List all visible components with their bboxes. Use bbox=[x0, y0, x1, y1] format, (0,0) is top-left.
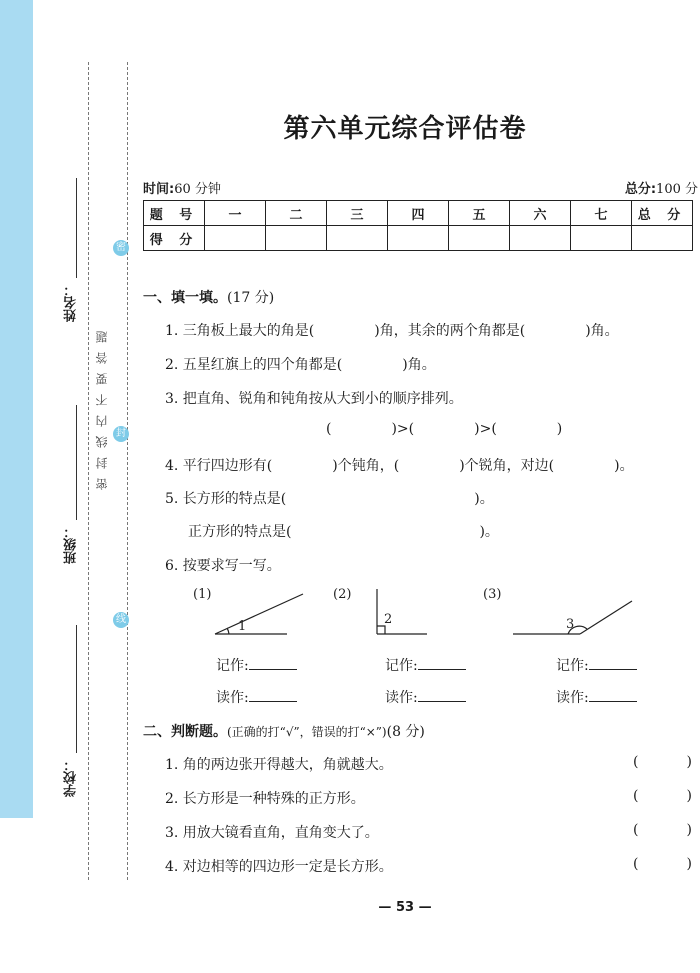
q5-part-a: 5. 长方形的特点是( bbox=[165, 491, 287, 507]
binding-dashed-line-outer bbox=[88, 62, 89, 880]
paren-close: ) bbox=[686, 788, 692, 804]
score-cell[interactable] bbox=[205, 226, 266, 251]
figure-1-read bbox=[216, 687, 297, 707]
angle-1-label: 1 bbox=[238, 619, 247, 634]
section2-title: 二、判断题。 bbox=[143, 724, 227, 740]
name-line bbox=[76, 178, 77, 278]
answer-line[interactable] bbox=[589, 689, 637, 702]
seal-feng: 封 bbox=[113, 426, 129, 442]
figure-3-write bbox=[556, 655, 637, 675]
read-label: 读作: bbox=[216, 690, 249, 706]
q2-part-a: 2. 五星红旗上的四个角都是( bbox=[165, 357, 343, 373]
answer-line[interactable] bbox=[589, 657, 637, 670]
score-row-label: 得 分 bbox=[144, 226, 205, 251]
score-cell[interactable] bbox=[510, 226, 571, 251]
name-label: 姓名： bbox=[64, 283, 79, 322]
section1-heading bbox=[143, 287, 274, 307]
score-table bbox=[143, 200, 693, 251]
score-header-cell: 四 bbox=[388, 201, 449, 226]
question-1-6: 6. 按要求写一写。 bbox=[165, 558, 281, 574]
angle-3-label: 3 bbox=[566, 617, 575, 632]
question-1-1 bbox=[165, 320, 619, 340]
write-label: 记作: bbox=[216, 658, 249, 674]
score-cell[interactable] bbox=[327, 226, 388, 251]
score-header-cell: 五 bbox=[449, 201, 510, 226]
binding-dashed-line-inner bbox=[127, 62, 128, 880]
total-info bbox=[560, 178, 698, 197]
angle-2-label: 2 bbox=[384, 612, 393, 627]
q4-part-c: )个锐角，对边( bbox=[459, 458, 555, 474]
angle-figures bbox=[185, 585, 685, 645]
total-label: 总分: bbox=[624, 182, 657, 197]
section2-heading bbox=[143, 721, 425, 741]
score-cell[interactable] bbox=[266, 226, 327, 251]
paren-close: ) bbox=[686, 754, 692, 770]
question-1-2 bbox=[165, 354, 436, 374]
figure-2-number: (2) bbox=[333, 587, 352, 602]
paren-open: ( bbox=[633, 788, 639, 804]
q4-part-b: )个钝角，( bbox=[332, 458, 400, 474]
seal-xian: 线 bbox=[113, 612, 129, 628]
angle-2-right-mark bbox=[377, 626, 385, 634]
score-header-cell: 二 bbox=[266, 201, 327, 226]
judge-answer-2[interactable] bbox=[633, 788, 692, 804]
q2-part-b: )角。 bbox=[402, 357, 436, 373]
answer-line[interactable] bbox=[249, 689, 297, 702]
school-label: 学校： bbox=[64, 758, 79, 797]
class-line bbox=[76, 405, 77, 520]
paren-open: ( bbox=[633, 822, 639, 838]
question-1-5-square bbox=[188, 521, 499, 541]
order-paren: ( bbox=[326, 421, 332, 437]
score-cell[interactable] bbox=[571, 226, 632, 251]
score-header-cell: 一 bbox=[205, 201, 266, 226]
q4-part-d: )。 bbox=[614, 458, 634, 474]
page-title: 第六单元综合评估卷 bbox=[283, 114, 527, 144]
angle-3-ray-b bbox=[580, 601, 632, 634]
q1-part-b: )角，其余的两个角都是( bbox=[374, 323, 526, 339]
time-label: 时间: bbox=[143, 182, 175, 197]
figure-1-write bbox=[216, 655, 297, 675]
q5-part-c: 正方形的特点是( bbox=[188, 524, 292, 540]
judge-item-3: 3. 用放大镜看直角，直角变大了。 bbox=[165, 825, 379, 841]
figure-3-number: (3) bbox=[483, 587, 502, 602]
question-1-4 bbox=[165, 455, 634, 475]
order-paren: )>( bbox=[474, 421, 497, 437]
total-value: 100 分 bbox=[656, 182, 698, 197]
section1-points: (17 分) bbox=[227, 290, 275, 306]
binding-notice: 密封线内不要答题 bbox=[95, 322, 109, 490]
q5-part-b: )。 bbox=[474, 491, 494, 507]
q4-part-a: 4. 平行四边形有( bbox=[165, 458, 273, 474]
score-header-cell: 题 号 bbox=[144, 201, 205, 226]
q1-part-a: 1. 三角板上最大的角是( bbox=[165, 323, 315, 339]
question-1-5-rect bbox=[165, 488, 494, 508]
section2-instruction: (正确的打“√”，错误的打“×”) bbox=[227, 725, 387, 739]
figure-3-read bbox=[556, 687, 637, 707]
answer-line[interactable] bbox=[249, 657, 297, 670]
seal-mi: 密 bbox=[113, 240, 129, 256]
score-header-cell: 总 分 bbox=[632, 201, 693, 226]
write-label: 记作: bbox=[556, 658, 589, 674]
judge-answer-4[interactable] bbox=[633, 856, 692, 872]
write-label: 记作: bbox=[385, 658, 418, 674]
score-table-score-row bbox=[144, 226, 693, 251]
question-1-3: 3. 把直角、锐角和钝角按从大到小的顺序排列。 bbox=[165, 391, 463, 407]
figure-2-read bbox=[385, 687, 466, 707]
q5-part-d: )。 bbox=[479, 524, 499, 540]
score-header-cell: 六 bbox=[510, 201, 571, 226]
figure-1-number: (1) bbox=[193, 587, 212, 602]
read-label: 读作: bbox=[385, 690, 418, 706]
angle-1-ray-b bbox=[215, 594, 303, 634]
section1-title: 一、填一填。 bbox=[143, 290, 227, 306]
judge-item-1: 1. 角的两边张开得越大，角就越大。 bbox=[165, 757, 393, 773]
judge-answer-3[interactable] bbox=[633, 822, 692, 838]
score-cell[interactable] bbox=[449, 226, 510, 251]
order-paren: )>( bbox=[391, 421, 415, 437]
paren-close: ) bbox=[686, 822, 692, 838]
angle-order-blanks bbox=[326, 421, 562, 437]
judge-item-2: 2. 长方形是一种特殊的正方形。 bbox=[165, 791, 365, 807]
page-number: — 53 — bbox=[378, 900, 432, 915]
score-header-cell: 三 bbox=[327, 201, 388, 226]
angle-1-arc bbox=[227, 628, 229, 634]
time-value: 60 分钟 bbox=[174, 182, 221, 197]
figure-2-write bbox=[385, 655, 466, 675]
answer-line[interactable] bbox=[418, 689, 466, 702]
score-header-cell: 七 bbox=[571, 201, 632, 226]
q1-part-c: )角。 bbox=[585, 323, 619, 339]
score-cell[interactable] bbox=[388, 226, 449, 251]
order-paren: ) bbox=[556, 421, 563, 437]
score-cell[interactable] bbox=[632, 226, 693, 251]
paren-open: ( bbox=[633, 856, 639, 872]
judge-item-4: 4. 对边相等的四边形一定是长方形。 bbox=[165, 859, 393, 875]
class-label: 班级： bbox=[64, 525, 79, 564]
read-label: 读作: bbox=[556, 690, 589, 706]
time-info bbox=[143, 178, 221, 197]
judge-answer-1[interactable] bbox=[633, 754, 692, 770]
section2-points: (8 分) bbox=[386, 724, 425, 740]
paren-open: ( bbox=[633, 754, 639, 770]
school-line bbox=[76, 625, 77, 753]
score-table-header-row bbox=[144, 201, 693, 226]
answer-line[interactable] bbox=[418, 657, 466, 670]
paren-close: ) bbox=[686, 856, 692, 872]
